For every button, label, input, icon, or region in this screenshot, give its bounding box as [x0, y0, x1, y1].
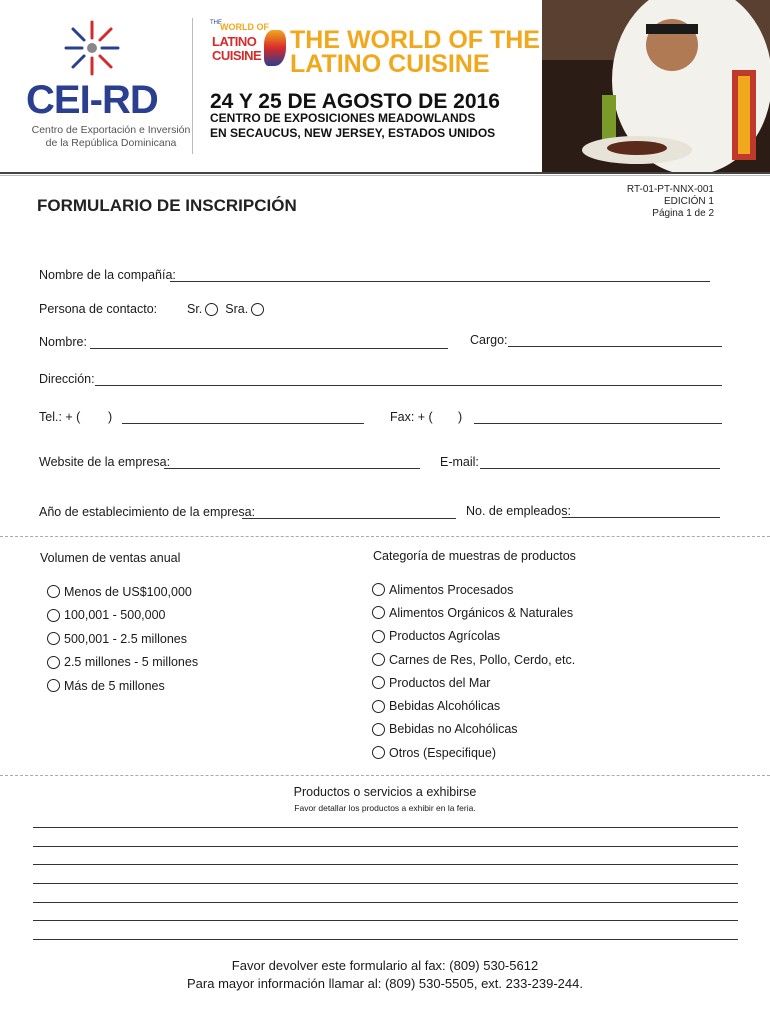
- name-label: Nombre:: [39, 335, 87, 349]
- products-heading: Productos o servicios a exhibirse: [293, 785, 477, 799]
- products-line-2[interactable]: [33, 846, 738, 847]
- position-field[interactable]: [508, 346, 722, 347]
- products-line-6[interactable]: [33, 920, 738, 921]
- section-divider-2: [0, 775, 770, 776]
- sales-radio[interactable]: [47, 632, 60, 645]
- contact-label: Persona de contacto:: [39, 302, 158, 316]
- header-rule-thin: [0, 175, 770, 176]
- address-label: Dirección:: [39, 372, 95, 386]
- section-divider: [0, 536, 770, 537]
- category-radio[interactable]: [372, 676, 385, 689]
- sales-option[interactable]: Menos de US$100,000: [47, 580, 198, 604]
- category-option[interactable]: Bebidas no Alcohólicas: [372, 718, 575, 741]
- sales-radio[interactable]: [47, 679, 60, 692]
- sales-option[interactable]: 2.5 millones - 5 millones: [47, 651, 198, 675]
- category-option[interactable]: Alimentos Procesados: [372, 578, 575, 601]
- employees-label: No. de empleados:: [466, 504, 571, 518]
- fax-label: Fax: + (: [390, 410, 433, 424]
- category-option[interactable]: Alimentos Orgánicos & Naturales: [372, 601, 575, 624]
- footer-fax: Favor devolver este formulario al fax: (809) 530-5612: [231, 958, 539, 973]
- latino-cuisine-badge: THE WORLD OF LATINO CUISINE: [210, 20, 288, 70]
- sales-option[interactable]: 500,001 - 2.5 millones: [47, 627, 198, 651]
- category-radio[interactable]: [372, 746, 385, 759]
- website-field[interactable]: [164, 468, 420, 469]
- category-option[interactable]: Bebidas Alcohólicas: [372, 694, 575, 717]
- mrs-radio[interactable]: [251, 303, 264, 316]
- products-subheading: Favor detallar los productos a exhibir en la feria.: [294, 803, 476, 813]
- categories-heading: Categoría de muestras de productos: [373, 549, 576, 563]
- sales-radio[interactable]: [47, 585, 60, 598]
- tel-close: ): [108, 410, 113, 424]
- tel-field[interactable]: [122, 423, 364, 424]
- category-radio[interactable]: [372, 630, 385, 643]
- category-radio[interactable]: [372, 583, 385, 596]
- footer-phone: Para mayor información llamar al: (809) 530-5505, ext. 233-239-244.: [187, 976, 583, 991]
- website-label: Website de la empresa:: [39, 455, 171, 469]
- mr-label: Sr.: [187, 302, 203, 316]
- fax-field[interactable]: [474, 423, 722, 424]
- document-code: RT-01-PT-NNX-001 EDICIÓN 1 Página 1 de 2: [626, 184, 714, 219]
- category-option[interactable]: Productos del Mar: [372, 671, 575, 694]
- products-line-3[interactable]: [33, 864, 738, 865]
- products-line-5[interactable]: [33, 902, 738, 903]
- chef-photo: [542, 0, 770, 172]
- address-field[interactable]: [95, 385, 722, 386]
- category-radio[interactable]: [372, 723, 385, 736]
- sales-radio[interactable]: [47, 609, 60, 622]
- sales-radio[interactable]: [47, 656, 60, 669]
- email-field[interactable]: [480, 468, 720, 469]
- sales-options: [47, 580, 198, 698]
- company-label: Nombre de la compañía:: [39, 268, 176, 282]
- event-venue: CENTRO DE EXPOSICIONES MEADOWLANDS EN SECAUCUS, NEW JERSEY, ESTADOS UNIDOS: [210, 111, 496, 140]
- products-line-1[interactable]: [33, 827, 738, 828]
- employees-field[interactable]: [562, 517, 720, 518]
- tel-label: Tel.: + (: [39, 410, 81, 424]
- email-label: E-mail:: [440, 455, 479, 469]
- category-option[interactable]: Productos Agrícolas: [372, 625, 575, 648]
- contact-title-options: [187, 302, 264, 316]
- company-field[interactable]: [170, 281, 710, 282]
- cei-rd-star-logo: [62, 18, 122, 78]
- event-date: 24 Y 25 DE AGOSTO DE 2016: [210, 90, 500, 113]
- category-radio[interactable]: [372, 606, 385, 619]
- category-radio[interactable]: [372, 653, 385, 666]
- year-label: Año de establecimiento de la empresa:: [39, 505, 256, 519]
- category-option[interactable]: Otros (Especifique): [372, 741, 575, 764]
- fax-close: ): [458, 410, 463, 424]
- logo-subtitle: Centro de Exportación e Inversión de la República Dominicana: [31, 124, 191, 149]
- category-options: [372, 578, 575, 764]
- sales-option[interactable]: 100,001 - 500,000: [47, 604, 198, 628]
- category-option[interactable]: Carnes de Res, Pollo, Cerdo, etc.: [372, 648, 575, 671]
- sales-heading: Volumen de ventas anual: [40, 551, 181, 565]
- products-line-4[interactable]: [33, 883, 738, 884]
- mr-radio[interactable]: [205, 303, 218, 316]
- name-field[interactable]: [90, 348, 448, 349]
- mrs-label: Sra.: [225, 302, 249, 316]
- logo-name: CEI-RD: [26, 78, 158, 122]
- year-field[interactable]: [242, 518, 456, 519]
- position-label: Cargo:: [470, 333, 508, 347]
- header-rule: [0, 172, 770, 174]
- products-line-7[interactable]: [33, 939, 738, 940]
- header-divider: [192, 18, 193, 154]
- form-title: FORMULARIO DE INSCRIPCIÓN: [37, 196, 297, 215]
- category-radio[interactable]: [372, 700, 385, 713]
- sales-option[interactable]: Más de 5 millones: [47, 674, 198, 698]
- event-title: THE WORLD OF THE LATINO CUISINE: [290, 26, 540, 78]
